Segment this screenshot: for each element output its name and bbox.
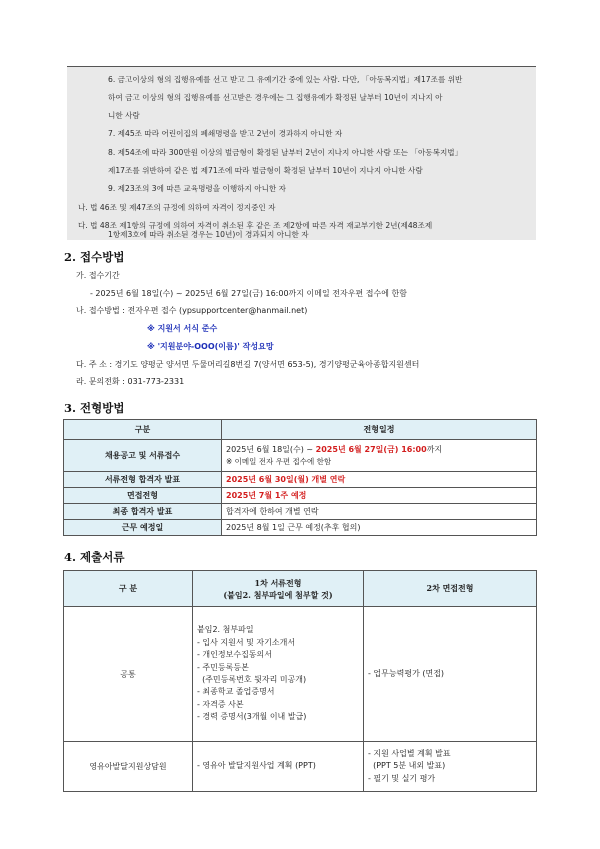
docs-cell xyxy=(193,607,364,742)
period-label: 가. 접수기간 xyxy=(76,271,120,280)
row-key: 서류전형 합격자 발표 xyxy=(64,472,222,488)
eligibility-line: 나. 법 46조 및 제47조의 규정에 의하여 자격이 정지중인 자 xyxy=(78,203,276,212)
method: 나. 접수방법 : 전자우편 접수 (ypsupportcenter@hanmail.net) xyxy=(76,306,308,315)
section-title: 4. 제출서류 xyxy=(64,550,125,564)
eligibility-line: 다. 법 48조 제1항의 규정에 의하여 자격이 취소된 후 같은 조 제2항에 따른 자격 재교부기한 2년(제48조제 xyxy=(78,221,433,230)
category-cell: 공통 xyxy=(64,607,193,742)
schedule-table xyxy=(63,419,537,536)
table-row xyxy=(64,488,537,504)
doc-item: - 경력 증명서(3개월 이내 발급) xyxy=(197,712,307,722)
note-form: ※ 지원서 서식 준수 xyxy=(147,324,218,333)
doc-item: - 개인정보수집동의서 xyxy=(197,650,272,660)
row-key: 채용공고 및 서류접수 xyxy=(64,440,222,472)
phone: 라. 문의전화 : 031-773-2331 xyxy=(76,377,185,386)
period-value: - 2025년 6월 18일(수) ~ 2025년 6월 27일(금) 16:00까지 이메일 전자우편 접수에 한함 xyxy=(90,289,407,298)
row-value: 2025년 6월 30일(월) 개별 연락 xyxy=(222,472,537,488)
table-row xyxy=(64,504,537,520)
table-row xyxy=(64,742,537,792)
eligibility-line: 1항제3호에 따라 취소된 경우는 10년)이 경과되지 아니한 자 xyxy=(108,230,309,239)
category-cell: 영유아발달지원상담원 xyxy=(64,742,193,792)
eligibility-line: 제17조를 위반하여 같은 법 제71조에 따라 벌금형이 확정된 날부터 10년이 지나지 아니한 사람 xyxy=(108,166,423,175)
interview-item: - 지원 사업별 계획 발표 xyxy=(368,748,451,758)
header-line: 1차 서류전형 xyxy=(254,577,302,588)
interview-item: (PPT 5분 내외 발표) xyxy=(368,761,446,771)
doc-item: (주민등록번호 뒷자리 미공개) xyxy=(197,675,307,684)
eligibility-line: 하여 금고 이상의 형의 집행유예를 선고받은 경우에는 그 집행유예가 확정된 날부터 10년이 지나지 아 xyxy=(108,93,443,102)
interview-cell xyxy=(364,607,537,742)
eligibility-line: 8. 제54조에 따라 300만원 이상의 벌금형이 확정된 날부터 2년이 지나지 아니한 사람 또는 「아동복지법」 xyxy=(108,148,463,157)
doc-item: 붙임2. 첨부파일 xyxy=(197,625,254,635)
doc-item: - 입사 지원서 및 자기소개서 xyxy=(197,637,296,647)
eligibility-line: 니한 사람 xyxy=(108,111,140,120)
table-header: 전형일정 xyxy=(222,420,537,440)
doc-item: - 최종학교 졸업증명서 xyxy=(197,687,275,697)
table-header: 구분 xyxy=(64,420,222,440)
row-value xyxy=(222,440,537,472)
header-line: (붙임2. 첨부파일에 첨부할 것) xyxy=(223,589,333,600)
section-title: 2. 접수방법 xyxy=(64,250,125,264)
row-key: 면접전형 xyxy=(64,488,222,504)
eligibility-box xyxy=(67,66,536,240)
date-range-suffix: 까지 xyxy=(426,444,443,454)
table-header: 구 분 xyxy=(64,571,193,607)
interview-cell xyxy=(364,742,537,792)
row-value: 2025년 7월 1주 예정 xyxy=(222,488,537,504)
date-range-end: 2025년 6월 27일(금) 16:00 xyxy=(315,444,427,454)
table-row xyxy=(64,440,537,472)
table-row xyxy=(64,607,537,742)
section-title: 3. 전형방법 xyxy=(64,401,125,415)
eligibility-line: 7. 제45조 따라 어린이집의 폐쇄명령을 받고 2년이 경과하지 아니한 자 xyxy=(108,129,343,138)
doc-item: - 주민등록등본 xyxy=(197,662,249,672)
interview-item: - 필기 및 실기 평가 xyxy=(368,773,436,783)
table-header: 2차 면접전형 xyxy=(364,571,537,607)
row-value: 2025년 8월 1일 근무 예정(추후 협의) xyxy=(222,520,537,536)
eligibility-line: 9. 제23조의 3에 따른 교육명령을 이행하지 아니한 자 xyxy=(108,184,287,193)
address: 다. 주 소 : 경기도 양평군 양서면 두물머리길8번길 7(양서면 653-5), 경기양평군육아종합지원센터 xyxy=(76,360,420,369)
note-filename: ※ '지원분야-OOO(이름)' 작성요망 xyxy=(147,342,274,351)
table-row xyxy=(64,520,537,536)
date-range-start: 2025년 6월 18일(수) ~ xyxy=(226,444,316,454)
email-note: ※ 이메일 전자 우편 접수에 한함 xyxy=(226,456,332,466)
row-key: 근무 예정일 xyxy=(64,520,222,536)
table-header xyxy=(193,571,364,607)
documents-table xyxy=(63,570,537,792)
row-key: 최종 합격자 발표 xyxy=(64,504,222,520)
doc-item: - 영유아 발달지원사업 계획 (PPT) xyxy=(197,761,316,771)
doc-item: - 자격증 사본 xyxy=(197,699,244,709)
row-value: 합격자에 한하여 개별 연락 xyxy=(222,504,537,520)
eligibility-line: 6. 금고이상의 형의 집행유예를 선고 받고 그 유예기간 중에 있는 사람. 다만, 「아동복지법」제17조를 위반 xyxy=(108,75,463,84)
docs-cell xyxy=(193,742,364,792)
table-row xyxy=(64,472,537,488)
interview-item: - 업무능력평가 (면접) xyxy=(368,668,445,678)
